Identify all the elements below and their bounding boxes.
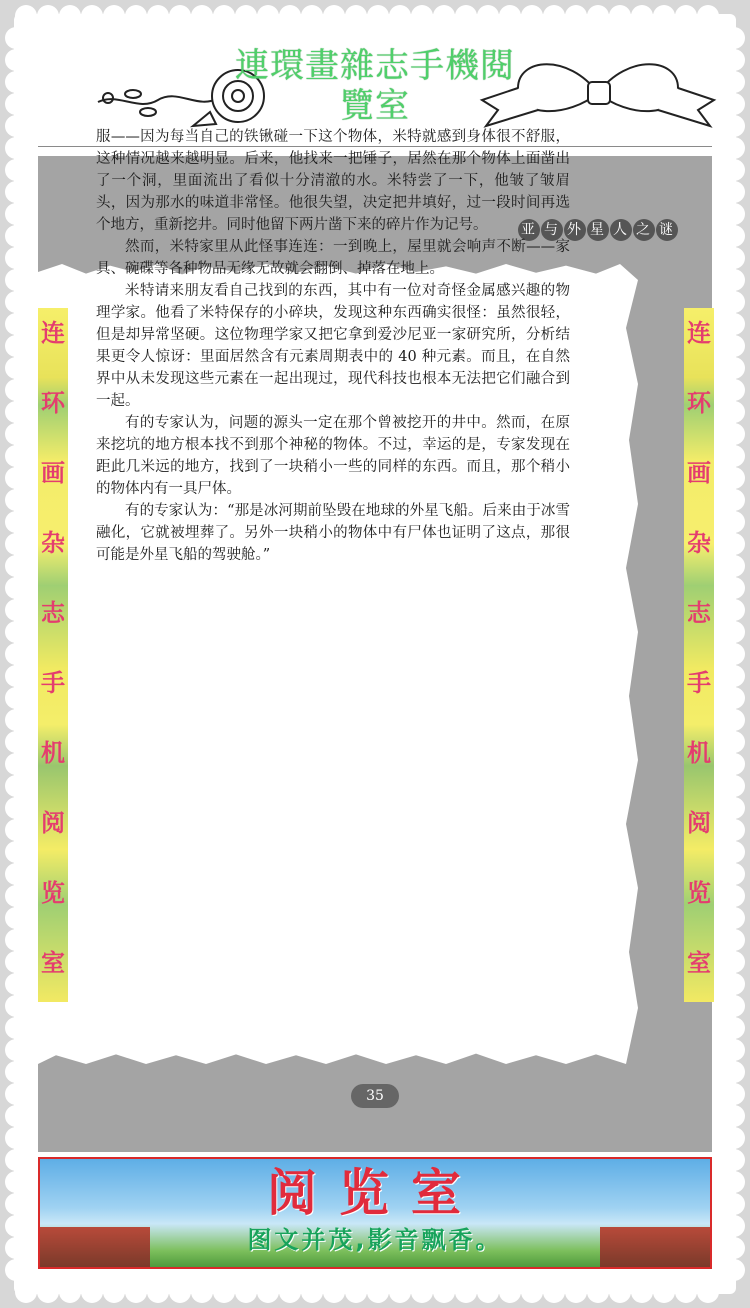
frame-scallop bbox=[723, 885, 745, 907]
frame-scallop bbox=[723, 621, 745, 643]
frame-scallop bbox=[723, 753, 745, 775]
frame-scallop bbox=[723, 445, 745, 467]
magazine-title-line2: 覽室 bbox=[340, 86, 410, 126]
frame-scallop bbox=[653, 5, 675, 27]
frame-scallop bbox=[499, 5, 521, 27]
chapter-title-char: 外 bbox=[564, 219, 586, 241]
sidebar-char: 连 bbox=[687, 319, 711, 347]
sidebar-char: 览 bbox=[687, 879, 711, 907]
frame-scallop bbox=[103, 1281, 125, 1303]
sidebar-char: 画 bbox=[687, 459, 711, 487]
frame-scallop bbox=[631, 5, 653, 27]
frame-scallop bbox=[5, 1193, 27, 1215]
frame-scallop bbox=[5, 907, 27, 929]
frame-scallop bbox=[723, 137, 745, 159]
sidebar-char: 环 bbox=[41, 389, 65, 417]
banner-slogan: 图文并茂,影音飘香。 bbox=[247, 1226, 503, 1254]
sidebar-char: 画 bbox=[41, 459, 65, 487]
frame-scallop bbox=[723, 1061, 745, 1083]
frame-scallop bbox=[5, 687, 27, 709]
frame-scallop bbox=[723, 819, 745, 841]
frame-scallop bbox=[723, 93, 745, 115]
frame-scallop bbox=[723, 423, 745, 445]
sidebar-char: 室 bbox=[687, 949, 711, 977]
frame-scallop bbox=[723, 1149, 745, 1171]
frame-scallop bbox=[301, 1281, 323, 1303]
frame-scallop bbox=[5, 1105, 27, 1127]
frame-scallop bbox=[723, 775, 745, 797]
frame-scallop bbox=[587, 1281, 609, 1303]
sidebar-char: 环 bbox=[687, 389, 711, 417]
frame-scallop bbox=[5, 379, 27, 401]
frame-scallop bbox=[5, 577, 27, 599]
frame-scallop bbox=[723, 533, 745, 555]
frame-scallop bbox=[5, 753, 27, 775]
frame-scallop bbox=[5, 71, 27, 93]
frame-scallop bbox=[389, 5, 411, 27]
frame-scallop bbox=[723, 1127, 745, 1149]
frame-scallop bbox=[723, 577, 745, 599]
frame-scallop bbox=[433, 1281, 455, 1303]
frame-scallop bbox=[477, 5, 499, 27]
frame-scallop bbox=[723, 115, 745, 137]
frame-scallop bbox=[5, 731, 27, 753]
frame-scallop bbox=[543, 1281, 565, 1303]
frame-scallop bbox=[697, 5, 719, 27]
frame-scallop bbox=[723, 203, 745, 225]
frame-scallop bbox=[125, 5, 147, 27]
frame-scallop bbox=[5, 621, 27, 643]
frame-scallop bbox=[723, 973, 745, 995]
frame-scallop bbox=[5, 467, 27, 489]
frame-scallop bbox=[5, 1149, 27, 1171]
frame-scallop bbox=[609, 5, 631, 27]
sidebar-char: 阅 bbox=[41, 809, 65, 837]
frame-scallop bbox=[5, 225, 27, 247]
banner-title: 阅览室 bbox=[267, 1164, 483, 1222]
frame-scallop bbox=[235, 1281, 257, 1303]
frame-scallop bbox=[367, 1281, 389, 1303]
frame-scallop bbox=[723, 687, 745, 709]
frame-scallop bbox=[5, 203, 27, 225]
frame-scallop bbox=[213, 1281, 235, 1303]
frame-scallop bbox=[279, 1281, 301, 1303]
frame-scallop bbox=[257, 5, 279, 27]
frame-scallop bbox=[15, 5, 37, 27]
frame-scallop bbox=[5, 423, 27, 445]
frame-scallop bbox=[723, 665, 745, 687]
frame-scallop bbox=[5, 1083, 27, 1105]
frame-scallop bbox=[345, 1281, 367, 1303]
chapter-title-char: 星 bbox=[587, 219, 609, 241]
frame-scallop bbox=[257, 1281, 279, 1303]
chapter-title-char: 人 bbox=[610, 219, 632, 241]
frame-scallop bbox=[723, 599, 745, 621]
sidebar-char: 机 bbox=[41, 739, 65, 767]
frame-scallop bbox=[81, 1281, 103, 1303]
frame-scallop bbox=[147, 1281, 169, 1303]
frame-scallop bbox=[5, 775, 27, 797]
frame-scallop bbox=[723, 709, 745, 731]
frame-scallop bbox=[37, 5, 59, 27]
frame-scallop bbox=[565, 1281, 587, 1303]
sidebar-char: 志 bbox=[41, 599, 65, 627]
frame-scallop bbox=[5, 885, 27, 907]
chapter-title-char: 与 bbox=[541, 219, 563, 241]
frame-scallop bbox=[5, 643, 27, 665]
frame-scallop bbox=[5, 335, 27, 357]
magazine-title-line1: 連環畫雜志手機閱 bbox=[235, 46, 515, 86]
frame-scallop bbox=[5, 115, 27, 137]
chapter-title-char: 谜 bbox=[656, 219, 678, 241]
frame-scallop bbox=[565, 5, 587, 27]
bottom-ad-banner[interactable] bbox=[38, 1157, 712, 1269]
article-paragraph: 有的专家认为：“那是冰河期前坠毁在地球的外星飞船。后来由于冰雪融化，它就被埋葬了。另外一块稍小的物体中有尸体也证明了这点，那很可能是外星飞船的驾驶舱。” bbox=[96, 503, 570, 563]
article-paragraph: 有的专家认为，问题的源头一定在那个曾被挖开的井中。然而，在原来挖坑的地方根本找不到那个神秘的物体。不过，幸运的是，专家发现在距此几米远的地方，找到了一块稍小一些的同样的东西。而且，那个稍小的物体内有一具尸体。 bbox=[96, 415, 570, 497]
frame-scallop bbox=[653, 1281, 675, 1303]
frame-scallop bbox=[723, 841, 745, 863]
left-sidebar-banner bbox=[38, 308, 68, 1002]
frame-scallop bbox=[675, 1281, 697, 1303]
frame-scallop bbox=[455, 5, 477, 27]
sidebar-char: 机 bbox=[687, 739, 711, 767]
frame-scallop bbox=[5, 863, 27, 885]
frame-scallop bbox=[723, 797, 745, 819]
frame-scallop bbox=[609, 1281, 631, 1303]
frame-scallop bbox=[723, 291, 745, 313]
frame-scallop bbox=[723, 335, 745, 357]
frame-scallop bbox=[723, 951, 745, 973]
frame-scallop bbox=[723, 269, 745, 291]
frame-scallop bbox=[723, 907, 745, 929]
frame-scallop bbox=[191, 1281, 213, 1303]
frame-scallop bbox=[723, 1259, 745, 1281]
frame-scallop bbox=[587, 5, 609, 27]
frame-scallop bbox=[5, 951, 27, 973]
frame-scallop bbox=[5, 511, 27, 533]
frame-scallop bbox=[675, 5, 697, 27]
article-paragraph: 然而，米特家里从此怪事连连：一到晚上，屋里就会响声不断——家具、碗碟等各种物品无缘无故就会翻倒、掉落在地上。 bbox=[96, 239, 570, 277]
frame-scallop bbox=[279, 5, 301, 27]
article-paragraph: 米特请来朋友看自己找到的东西，其中有一位对奇怪金属感兴趣的物理学家。他看了米特保存的小碎块，发现这种东西确实很怪：虽然很轻，但是却异常坚硬。这位物理学家又把它拿到爱沙尼亚一家研究所，分析结果更令人惊讶：里面居然含有元素周期表中的 40 种元素。而且，在自然界中从未发现这些元素在一起出现过，现代科技也根本无法把它们融合到一起。 bbox=[96, 283, 570, 409]
frame-scallop bbox=[723, 1105, 745, 1127]
frame-scallop bbox=[723, 71, 745, 93]
frame-scallop bbox=[723, 1237, 745, 1259]
frame-scallop bbox=[521, 1281, 543, 1303]
frame-scallop bbox=[5, 445, 27, 467]
frame-scallop bbox=[5, 1127, 27, 1149]
frame-scallop bbox=[723, 995, 745, 1017]
frame-scallop bbox=[723, 49, 745, 71]
frame-scallop bbox=[5, 973, 27, 995]
frame-scallop bbox=[543, 5, 565, 27]
article-paragraph: 服——因为每当自己的铁锹碰一下这个物体，米特就感到身体很不舒服，这种情况越来越明显。后来，他找来一把锤子，居然在那个物体上面凿出了一个洞，里面流出了看似十分清澈的水。米特尝了一下，他皱了皱眉头，因为那水的味道非常怪。他很失望，决定把井填好，过一段时间再选个地方，重新挖井。同时他留下两片凿下来的碎片作为记号。 bbox=[96, 129, 570, 233]
chapter-title-char: 之 bbox=[633, 219, 655, 241]
sidebar-char: 手 bbox=[41, 669, 65, 697]
frame-scallop bbox=[5, 93, 27, 115]
frame-scallop bbox=[723, 357, 745, 379]
frame-scallop bbox=[169, 1281, 191, 1303]
frame-scallop bbox=[499, 1281, 521, 1303]
frame-scallop bbox=[723, 401, 745, 423]
frame-scallop bbox=[5, 159, 27, 181]
frame-scallop bbox=[5, 1215, 27, 1237]
frame-scallop bbox=[5, 401, 27, 423]
frame-scallop bbox=[5, 533, 27, 555]
frame-scallop bbox=[5, 555, 27, 577]
frame-scallop bbox=[5, 291, 27, 313]
frame-scallop bbox=[125, 1281, 147, 1303]
frame-scallop bbox=[723, 1171, 745, 1193]
frame-scallop bbox=[723, 1017, 745, 1039]
sidebar-char: 手 bbox=[687, 669, 711, 697]
chapter-title-char: 亚 bbox=[518, 219, 540, 241]
frame-scallop bbox=[5, 27, 27, 49]
frame-scallop bbox=[5, 1039, 27, 1061]
sidebar-char: 杂 bbox=[687, 529, 711, 557]
frame-scallop bbox=[723, 929, 745, 951]
frame-scallop bbox=[723, 181, 745, 203]
frame-scallop bbox=[235, 5, 257, 27]
frame-scallop bbox=[723, 225, 745, 247]
frame-scallop bbox=[723, 27, 745, 49]
frame-scallop bbox=[5, 1171, 27, 1193]
frame-scallop bbox=[723, 1039, 745, 1061]
frame-scallop bbox=[191, 5, 213, 27]
frame-scallop bbox=[389, 1281, 411, 1303]
frame-scallop bbox=[5, 841, 27, 863]
right-sidebar-banner bbox=[684, 308, 714, 1002]
frame-scallop bbox=[723, 313, 745, 335]
frame-scallop bbox=[5, 137, 27, 159]
frame-scallop bbox=[723, 511, 745, 533]
frame-scallop bbox=[723, 1083, 745, 1105]
frame-scallop bbox=[5, 819, 27, 841]
frame-scallop bbox=[5, 313, 27, 335]
page-number: 35 bbox=[351, 1084, 399, 1108]
frame-scallop bbox=[5, 357, 27, 379]
frame-scallop bbox=[5, 269, 27, 291]
frame-scallop bbox=[5, 247, 27, 269]
frame-scallop bbox=[5, 599, 27, 621]
frame-scallop bbox=[169, 5, 191, 27]
frame-scallop bbox=[5, 995, 27, 1017]
frame-scallop bbox=[5, 49, 27, 71]
frame-scallop bbox=[521, 5, 543, 27]
frame-scallop bbox=[5, 489, 27, 511]
frame-scallop bbox=[723, 1193, 745, 1215]
frame-scallop bbox=[723, 863, 745, 885]
frame-scallop bbox=[5, 797, 27, 819]
frame-scallop bbox=[147, 5, 169, 27]
frame-scallop bbox=[59, 5, 81, 27]
frame-scallop bbox=[5, 665, 27, 687]
frame-scallop bbox=[697, 1281, 719, 1303]
frame-scallop bbox=[723, 489, 745, 511]
sidebar-char: 连 bbox=[41, 319, 65, 347]
frame-scallop bbox=[59, 1281, 81, 1303]
frame-scallop bbox=[477, 1281, 499, 1303]
frame-scallop bbox=[723, 1215, 745, 1237]
frame-scallop bbox=[723, 643, 745, 665]
frame-scallop bbox=[5, 1061, 27, 1083]
frame-scallop bbox=[323, 1281, 345, 1303]
frame-scallop bbox=[323, 5, 345, 27]
frame-scallop bbox=[5, 1237, 27, 1259]
frame-scallop bbox=[301, 5, 323, 27]
frame-scallop bbox=[15, 1281, 37, 1303]
frame-scallop bbox=[723, 247, 745, 269]
frame-scallop bbox=[213, 5, 235, 27]
frame-scallop bbox=[5, 1017, 27, 1039]
sidebar-char: 阅 bbox=[687, 809, 711, 837]
frame-scallop bbox=[723, 379, 745, 401]
frame-scallop bbox=[103, 5, 125, 27]
sidebar-char: 室 bbox=[41, 949, 65, 977]
frame-scallop bbox=[345, 5, 367, 27]
frame-scallop bbox=[411, 5, 433, 27]
frame-scallop bbox=[37, 1281, 59, 1303]
frame-scallop bbox=[723, 555, 745, 577]
sidebar-char: 览 bbox=[41, 879, 65, 907]
frame-scallop bbox=[455, 1281, 477, 1303]
frame-scallop bbox=[631, 1281, 653, 1303]
frame-scallop bbox=[5, 1259, 27, 1281]
frame-scallop bbox=[5, 929, 27, 951]
frame-scallop bbox=[723, 159, 745, 181]
magazine-title bbox=[38, 46, 712, 126]
article-text bbox=[96, 126, 570, 566]
frame-scallop bbox=[723, 467, 745, 489]
frame-scallop bbox=[5, 709, 27, 731]
sidebar-char: 志 bbox=[687, 599, 711, 627]
frame-scallop bbox=[433, 5, 455, 27]
frame-scallop bbox=[411, 1281, 433, 1303]
frame-scallop bbox=[367, 5, 389, 27]
frame-scallop bbox=[81, 5, 103, 27]
frame-scallop bbox=[5, 181, 27, 203]
frame-scallop bbox=[723, 731, 745, 753]
sidebar-char: 杂 bbox=[41, 529, 65, 557]
